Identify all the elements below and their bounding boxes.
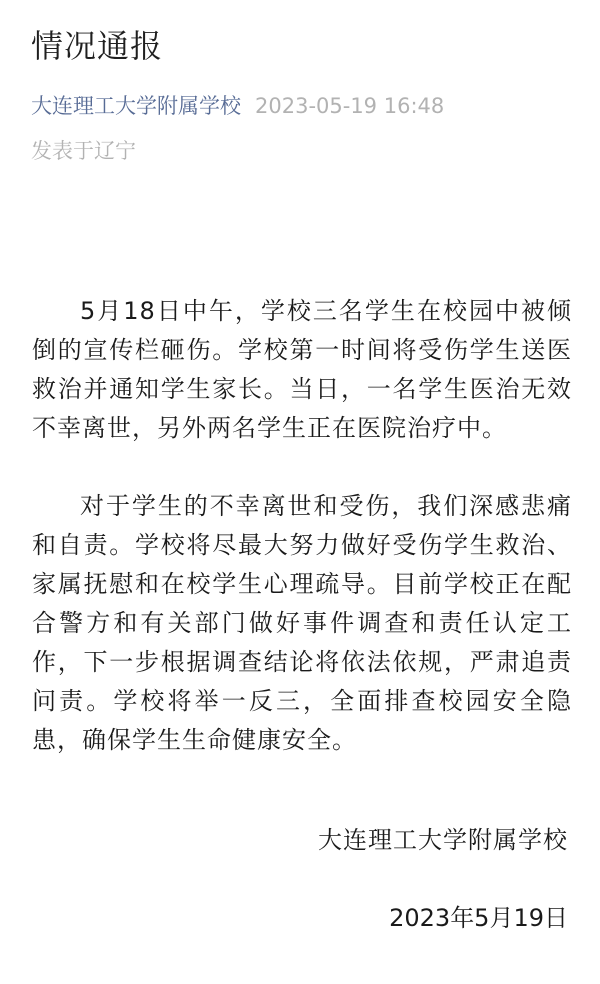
- article-meta: [31, 92, 444, 120]
- article-body: [32, 292, 572, 760]
- publish-time: 2023-05-19 16:48: [255, 94, 445, 118]
- signature-date: 2023年5月19日: [389, 904, 568, 932]
- publish-location: 发表于辽宁: [31, 139, 136, 163]
- article-title: 情况通报: [31, 27, 164, 65]
- article-paragraph: 5月18日中午，学校三名学生在校园中被倾倒的宣传栏砸伤。学校第一时间将受伤学生送医救治并通知学生家长。当日，一名学生医治无效不幸离世，另外两名学生正在医院治疗中。: [32, 297, 572, 442]
- article-paragraph: 对于学生的不幸离世和受伤，我们深感悲痛和自责。学校将尽最大努力做好受伤学生救治、家属抚慰和在校学生心理疏导。目前学校正在配合警方和有关部门做好事件调查和责任认定工作，下一步根据调查结论将依法依规，严肃追责问责。学校将举一反三，全面排查校园安全隐患，确保学生生命健康安全。: [32, 492, 572, 754]
- signature: 大连理工大学附属学校: [318, 826, 568, 854]
- account-name-link[interactable]: 大连理工大学附属学校: [31, 94, 241, 118]
